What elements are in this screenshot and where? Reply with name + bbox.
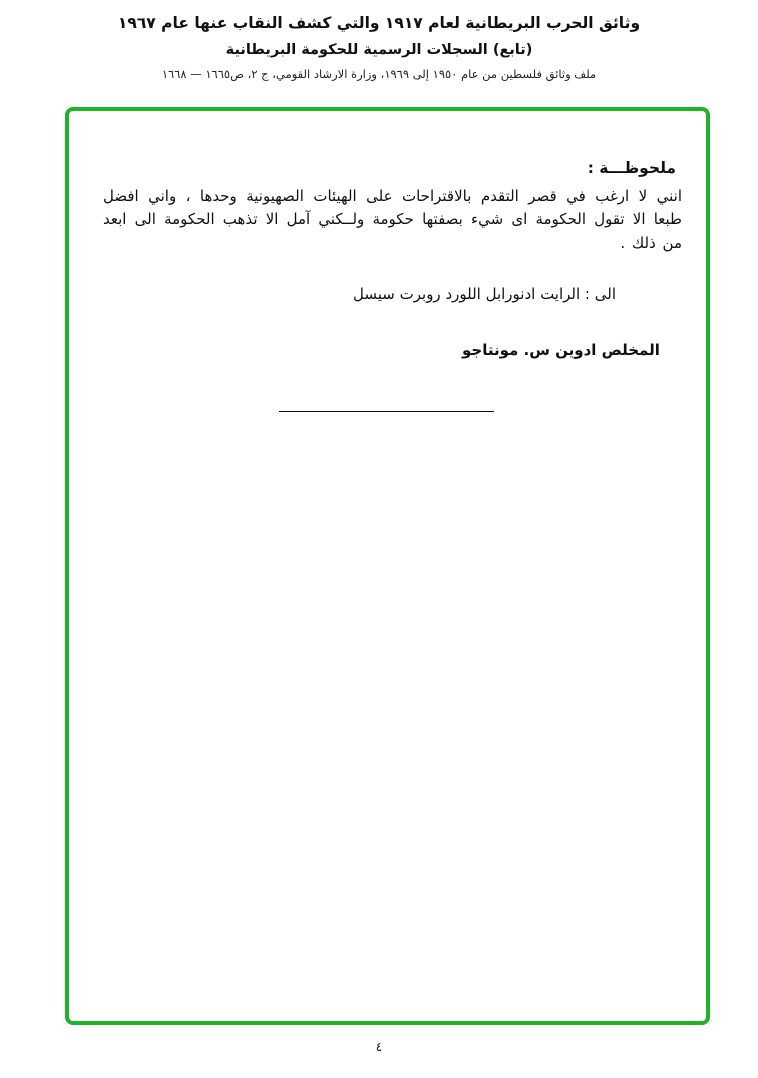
- document-body: [69, 111, 706, 412]
- rule-container: [97, 411, 684, 412]
- document-header: [0, 14, 758, 81]
- header-source-citation: ملف وثائق فلسطين من عام ١٩٥٠ إلى ١٩٦٩، وزارة الارشاد القومي، ج ٢، ص١٦٦٥ — ١٦٦٨: [161, 67, 597, 81]
- note-paragraph: انني لا ارغب في قصر التقدم بالاقتراحات على الهيئات الصهيونية وحدها ، واني افضل طبعا الا تقول الحكومة اى شيء بصفتها حكومة ولــكني آمل الا تذهب الحكومة الى ابعد من ذلك .: [103, 187, 682, 252]
- page-number: ٤: [375, 1040, 383, 1054]
- header-title-line1: وثائق الحرب البريطانية لعام ١٩١٧ والتي كشف النقاب عنها عام ١٩٦٧: [117, 14, 641, 32]
- note-heading: ملحوظـــة :: [587, 159, 676, 177]
- document-frame: [65, 107, 710, 1025]
- header-title-line2: (تابع) السجلات الرسمية للحكومة البريطانية: [225, 42, 533, 58]
- addressee-line: الى : الرايت ادنورابل اللورد روبرت سيسل: [353, 284, 616, 303]
- horizontal-rule: [279, 411, 494, 412]
- signature-line: المخلص ادوين س. مونتاجو: [462, 340, 660, 359]
